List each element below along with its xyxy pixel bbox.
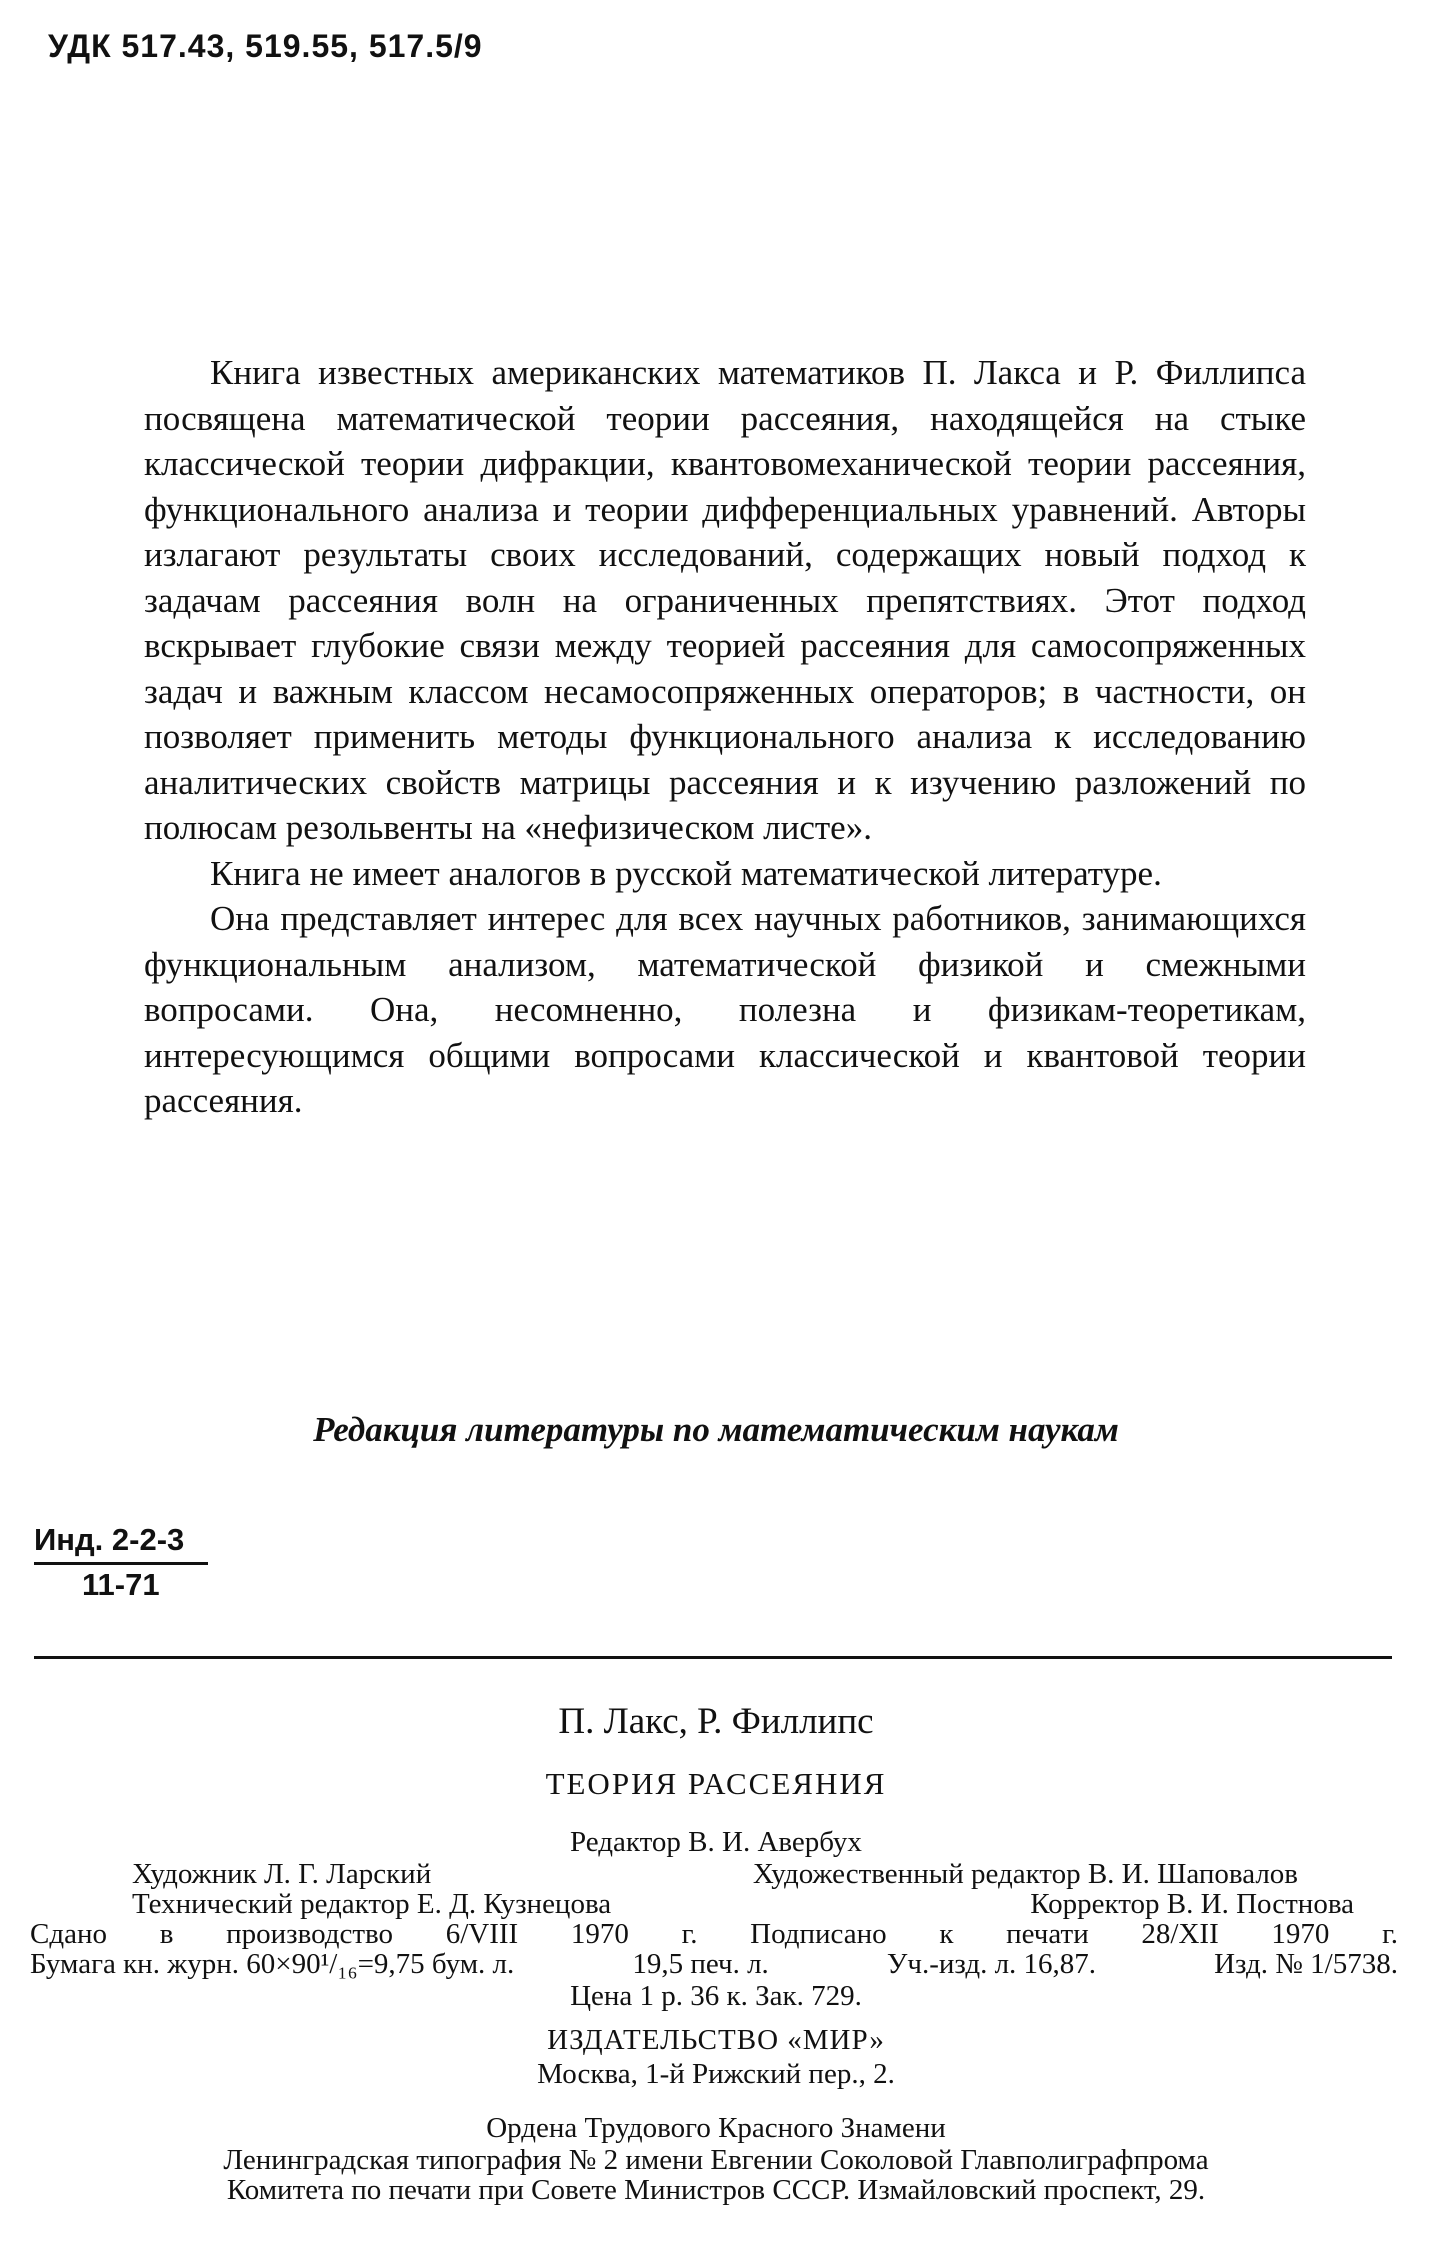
production-word: 6/VIII	[445, 1918, 519, 1950]
editor-credit: Редактор В. И. Авербух	[570, 1826, 862, 1858]
production-word: Подписано	[750, 1918, 887, 1950]
production-word: в	[159, 1918, 174, 1950]
production-word: г.	[681, 1918, 698, 1950]
printer-award: Ордена Трудового Красного Знамени	[486, 2112, 946, 2144]
udk-code: УДК 517.43, 519.55, 517.5/9	[48, 28, 483, 64]
index-number: 11-71	[82, 1567, 160, 1602]
publisher-address: Москва, 1-й Рижский пер., 2.	[537, 2058, 895, 2090]
annotation-paragraph-2: Книга не имеет аналогов в русской математической литературе.	[210, 853, 1162, 893]
production-word: печати	[1006, 1918, 1089, 1950]
production-word: 1970	[570, 1918, 629, 1950]
index-code: Инд. 2-2-3	[34, 1522, 208, 1565]
proofreader-credit: Корректор В. И. Постнова	[1030, 1888, 1354, 1920]
annotation-text	[144, 350, 1306, 1124]
production-word: 28/XII	[1141, 1918, 1219, 1950]
credits-line-2	[30, 1888, 1398, 1921]
production-word: к	[939, 1918, 954, 1950]
editorial-office: Редакция литературы по математическим наукам	[313, 1410, 1119, 1449]
publisher-sheets: Уч.-изд. л. 16,87.	[886, 1948, 1097, 1980]
book-title: ТЕОРИЯ РАССЕЯНИЯ	[545, 1766, 887, 1801]
price-order: Цена 1 р. 36 к. Зак. 729.	[570, 1980, 862, 2012]
divider-rule	[34, 1656, 1392, 1659]
printer-line-1: Ленинградская типография № 2 имени Евгении Соколовой Главполиграфпрома	[223, 2144, 1209, 2176]
production-word: Сдано	[30, 1918, 107, 1950]
production-word: г.	[1382, 1918, 1398, 1950]
production-dates-line	[30, 1918, 1398, 1951]
printed-sheets: 19,5 печ. л.	[632, 1948, 769, 1980]
publication-number: Изд. № 1/5738.	[1214, 1948, 1398, 1980]
production-word: 1970	[1271, 1918, 1330, 1950]
credits-line-1	[30, 1858, 1398, 1891]
publisher-name: ИЗДАТЕЛЬСТВО «МИР»	[547, 2024, 885, 2056]
annotation-paragraph-1: Книга известных американских математиков П. Лакса и Р. Филлипса посвящена математической теории рассеяния, находящейся на стыке классической теории дифракции, квантовомеханической теории рассеяния, функционального анализа и теории дифференциальных уравнений. Авторы излагают результаты своих исследований, содержащих новый подход к задачам рассеяния волн на ограниченных препятствиях. Этот подход вскрывает глубокие связи между теорией рассеяния для самосопряженных задач и важным классом несамосопряженных операторов; в частности, он позволяет применить методы функционального анализа к исследованию аналитических свойств матрицы рассеяния и к изучению разложений по полюсам резольвенты на «нефизическом листе».	[144, 353, 1306, 847]
paper-specs-line	[30, 1948, 1398, 1981]
production-word: производство	[226, 1918, 394, 1950]
tech-editor-credit: Технический редактор Е. Д. Кузнецова	[132, 1888, 612, 1920]
book-authors: П. Лакс, Р. Филлипс	[558, 1701, 874, 1742]
artist-credit: Художник Л. Г. Ларский	[132, 1858, 432, 1890]
art-editor-credit: Художественный редактор В. И. Шаповалов	[752, 1858, 1298, 1890]
paper-format: Бумага кн. журн. 60×90¹/₁₆=9,75 бум. л.	[30, 1948, 515, 1980]
index-block	[34, 1522, 208, 1603]
annotation-paragraph-3: Она представляет интерес для всех научных работников, занимающихся функциональным анализом, математической физикой и смежными вопросами. Она, несомненно, полезна и физикам-теоретикам, интересующимся общими вопросами классической и квантовой теории рассеяния.	[144, 899, 1306, 1120]
printer-line-2: Комитета по печати при Совете Министров СССР. Измайловский проспект, 29.	[226, 2174, 1206, 2206]
